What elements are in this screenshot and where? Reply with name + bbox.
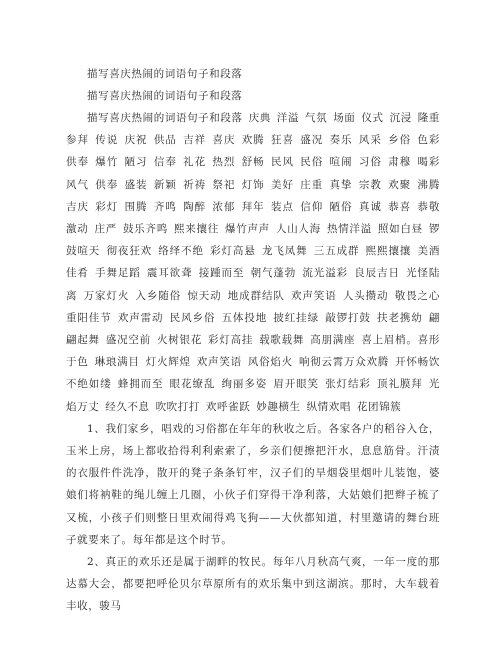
paragraph-2: 2、真正的欢乐还是属于湖畔的牧民。每年八月秋高气爽，一年一度的那达慕大会，都要把呼伦贝尔草原所有的欢乐集中到这湖滨。那时，大车载着丰收，骏马 bbox=[66, 556, 440, 613]
document-title: 描写喜庆热闹的词语句子和段落 bbox=[87, 68, 243, 80]
word-list-paragraph: 描写喜庆热闹的词语句子和段落 庆典 洋溢 气氛 场面 仪式 沉浸 隆重 参拜 传说 庆祝 供品 吉祥 喜庆 欢腾 狂喜 盛况 奏乐 风采 乡俗 色彩 供奉 爆竹 陋习 信奉 礼花 热烈 舒畅 民风 民俗 喧闹 习俗 肃穆 喝彩 风气 供奉 盛装 新颖 祈祷 祭祀 灯饰 美好 庄重 真挚 宗教 欢聚 沸腾 吉庆 彩灯 围腾 齐鸣 陶醉 浓郁 拜年 装点 信仰 陋俗 真诚 恭喜 恭敬 激动 庄严 鼓乐齐鸣 熙来攘往 爆竹声声 人山人海 热情洋溢 照如白昼 锣鼓喧天 彻夜狂欢 络绎不绝 彩灯高悬 龙飞凤舞 三五成群 熙熙攘攘 美酒佳肴 手舞足蹈 震耳欲聋 接踵而至 朝气蓬勃 流光溢彩 良辰吉日 光怪陆离 万家灯火 入乡随俗 惊天动 地成群结队 欢声笑语 人头攒动 敬畏之心 重阳佳节 欢声雷动 民风乡俗 五体投地 披红挂绿 敲锣打鼓 扶老携幼 翩翩起舞 盛况空前 火树银花 彩灯高挂 载歌载舞 高朋满座 喜上眉梢。喜形于色 琳琅满目 灯火辉煌 欢声笑语 风俗焰火 响彻云霄万众欢腾 开怀畅饮 不绝如缕 蜂拥而至 眼花缭乱 绚丽多姿 眉开眼笑 张灯结彩 顶礼膜拜 光焰万丈 经久不息 吹吹打打 欢呼雀跃 妙趣横生 纵情欢唱 花团锦簇 bbox=[66, 112, 440, 413]
document-subtitle: 描写喜庆热闹的词语句子和段落 bbox=[87, 90, 243, 102]
paragraph-1: 1、我们家乡，唱戏的习俗都在年年的秋收之后。各家各户的稻谷入仓，玉米上房，场上都收拾得利利索索了，乡亲们便擦把汗水，息息筋骨。汗渍的衣服件件洗净，散开的凳子条条钉牢，汉子们的旱烟袋里烟叶儿装饱，婆娘们将衲鞋的绳儿缠上几圈，小伙子们穿得干净利落，大姑娘们把辫子梳了又梳，小孩子们则整日里欢闹得鸡飞狗——大伙都知道，村里邀请的舞台班子就要来了。每年都是这个时节。 bbox=[66, 422, 440, 546]
document-body bbox=[66, 63, 440, 618]
